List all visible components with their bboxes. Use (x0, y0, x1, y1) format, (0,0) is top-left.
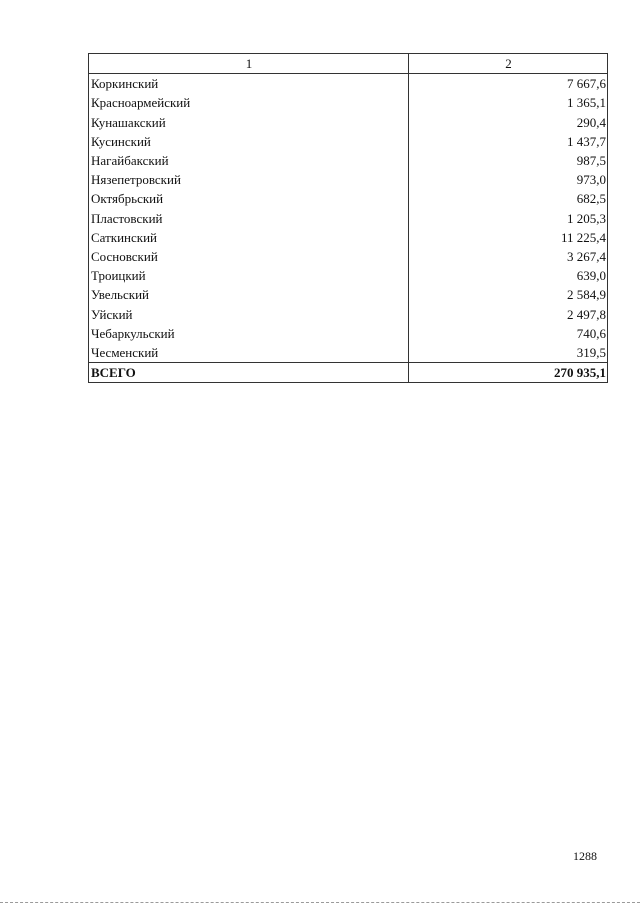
district-name: Троицкий (89, 266, 409, 285)
district-name: Нагайбакский (89, 151, 409, 170)
table-row (89, 74, 608, 94)
district-value: 319,5 (409, 343, 608, 363)
district-name: Кунашакский (89, 113, 409, 132)
table-row (89, 189, 608, 208)
table-row (89, 93, 608, 112)
district-value: 1 365,1 (409, 93, 608, 112)
district-value: 3 267,4 (409, 247, 608, 266)
district-value: 11 225,4 (409, 228, 608, 247)
district-value: 2 584,9 (409, 285, 608, 304)
district-name: Сосновский (89, 247, 409, 266)
district-value: 7 667,6 (409, 74, 608, 94)
table-row (89, 304, 608, 323)
table-row (89, 285, 608, 304)
district-name: Саткинский (89, 228, 409, 247)
district-name: Красноармейский (89, 93, 409, 112)
column-header-2: 2 (409, 54, 608, 74)
district-name: Чесменский (89, 343, 409, 363)
district-value: 290,4 (409, 113, 608, 132)
district-name: Нязепетровский (89, 170, 409, 189)
column-header-1: 1 (89, 54, 409, 74)
district-value: 987,5 (409, 151, 608, 170)
total-label: ВСЕГО (89, 363, 409, 383)
district-value: 1 205,3 (409, 209, 608, 228)
district-name: Кусинский (89, 132, 409, 151)
table-row (89, 266, 608, 285)
table-row (89, 228, 608, 247)
data-table-container (88, 53, 607, 383)
district-value: 1 437,7 (409, 132, 608, 151)
district-value: 639,0 (409, 266, 608, 285)
table-row (89, 113, 608, 132)
district-value: 2 497,8 (409, 304, 608, 323)
table-row (89, 209, 608, 228)
table-row (89, 324, 608, 343)
page-bottom-divider (0, 902, 640, 903)
table-row (89, 343, 608, 363)
district-name: Коркинский (89, 74, 409, 94)
district-name: Уйский (89, 304, 409, 323)
district-name: Пластовский (89, 209, 409, 228)
district-value: 973,0 (409, 170, 608, 189)
table-row (89, 247, 608, 266)
district-name: Чебаркульский (89, 324, 409, 343)
district-name: Увельский (89, 285, 409, 304)
table-header-row (89, 54, 608, 74)
district-value: 740,6 (409, 324, 608, 343)
table-row (89, 151, 608, 170)
district-value: 682,5 (409, 189, 608, 208)
page-number: 1288 (573, 849, 597, 863)
district-table (88, 53, 608, 383)
table-row (89, 170, 608, 189)
total-row (89, 363, 608, 383)
district-name: Октябрьский (89, 189, 409, 208)
table-row (89, 132, 608, 151)
total-value: 270 935,1 (409, 363, 608, 383)
